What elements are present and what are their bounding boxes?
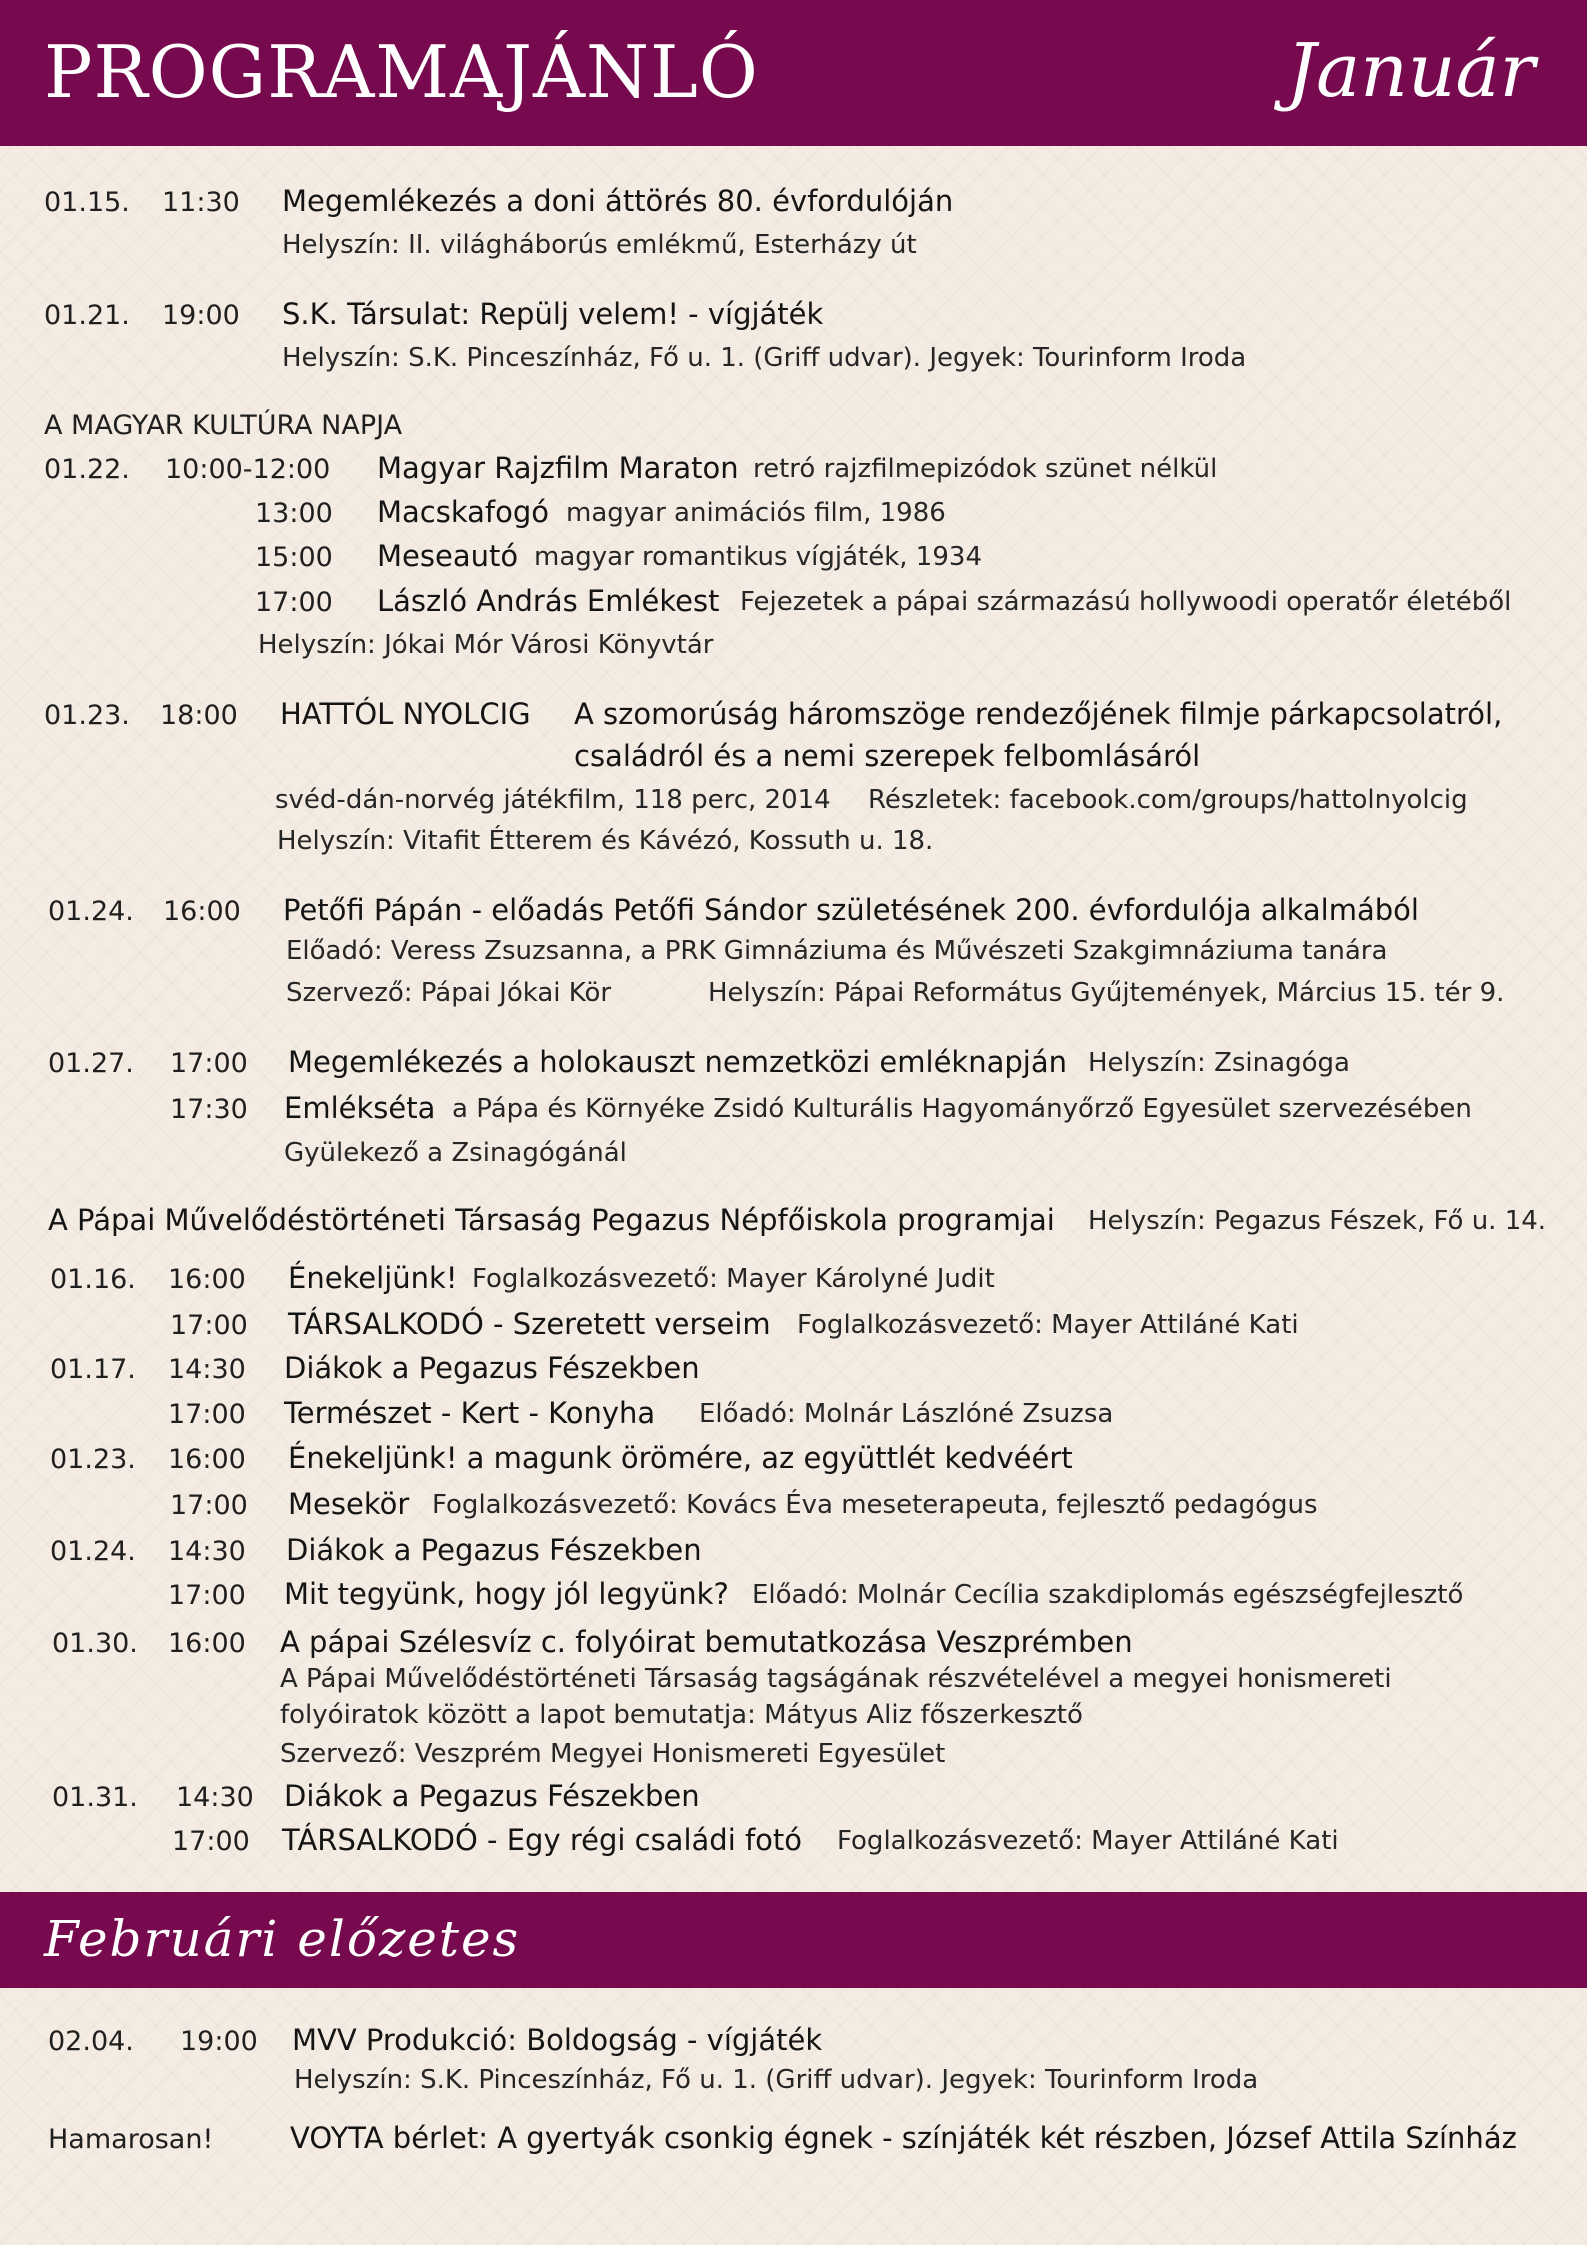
event-title: Diákok a Pegazus Fészekben: [284, 1351, 700, 1385]
event-title: Diákok a Pegazus Fészekben: [284, 1779, 700, 1813]
event-desc: Fejezetek a pápai származású hollywoodi operatőr életéből: [740, 587, 1512, 617]
event-time: 17:30: [170, 1094, 248, 1125]
event-time: 17:00: [170, 1310, 248, 1341]
event-place: Helyszín: Jókai Mór Városi Könyvtár: [258, 630, 714, 660]
event-desc: családról és a nemi szerepek felbomlásáról: [574, 739, 1201, 773]
february-band: [0, 1892, 1587, 1988]
event-title: A pápai Szélesvíz c. folyóirat bemutatkozása Veszprémben: [280, 1625, 1133, 1659]
event-date: 01.24.: [50, 1536, 136, 1567]
event-time: 15:00: [255, 542, 333, 573]
event-time: 18:00: [160, 700, 238, 731]
event-time: 11:30: [162, 187, 240, 218]
month-title: Január: [1286, 28, 1535, 114]
event-speaker: Előadó: Veress Zsuzsanna, a PRK Gimnáziuma és Művészeti Szakgimnáziuma tanára: [286, 936, 1388, 966]
event-details: Részletek: facebook.com/groups/hattolnyolcig: [868, 785, 1468, 815]
event-title: Meseautó: [377, 539, 519, 573]
section-heading: A MAGYAR KULTÚRA NAPJA: [44, 410, 403, 441]
event-organizer: Szervező: Pápai Jókai Kör: [286, 978, 612, 1008]
event-title: Petőfi Pápán - előadás Petőfi Sándor születésének 200. évfordulója alkalmából: [283, 893, 1419, 927]
event-desc: A szomorúság háromszöge rendezőjének filmje párkapcsolatról,: [574, 697, 1503, 731]
event-date: 01.22.: [44, 454, 130, 485]
event-date: 01.27.: [48, 1048, 134, 1079]
event-place: Helyszín: Zsinagóga: [1088, 1048, 1350, 1078]
event-title: Macskafogó: [377, 495, 550, 529]
event-time: 17:00: [172, 1826, 250, 1857]
event-time: 14:30: [176, 1782, 254, 1813]
event-time: 19:00: [162, 300, 240, 331]
event-info: svéd-dán-norvég játékfilm, 118 perc, 2014: [275, 785, 831, 815]
event-time: 17:00: [168, 1580, 246, 1611]
event-title: TÁRSALKODÓ - Szeretett verseim: [288, 1307, 771, 1341]
event-date: 01.23.: [44, 700, 130, 731]
event-title: HATTÓL NYOLCIG: [280, 697, 531, 731]
event-title: Magyar Rajzfilm Maraton: [377, 451, 739, 485]
event-desc: Foglalkozásvezető: Kovács Éva meseterapeuta, fejlesztő pedagógus: [432, 1490, 1318, 1520]
event-title: Természet - Kert - Konyha: [284, 1396, 656, 1430]
event-place: Helyszín: S.K. Pinceszínház, Fő u. 1. (Griff udvar). Jegyek: Tourinform Iroda: [282, 343, 1247, 373]
event-title: Megemlékezés a holokauszt nemzetközi emléknapján: [288, 1045, 1067, 1079]
event-title: Megemlékezés a doni áttörés 80. évfordulóján: [282, 184, 954, 218]
event-place: Helyszín: S.K. Pinceszínház, Fő u. 1. (Griff udvar). Jegyek: Tourinform Iroda: [294, 2065, 1259, 2095]
section-heading: A Pápai Művelődéstörténeti Társaság Pegazus Népfőiskola programjai: [48, 1203, 1055, 1237]
event-title: TÁRSALKODÓ - Egy régi családi fotó: [282, 1823, 803, 1857]
event-title: S.K. Társulat: Repülj velem! - vígjáték: [282, 297, 824, 331]
event-date: 01.23.: [50, 1444, 136, 1475]
event-note: Gyülekező a Zsinagógánál: [284, 1138, 627, 1168]
event-date: 01.31.: [52, 1782, 138, 1813]
event-title: Diákok a Pegazus Fészekben: [286, 1533, 702, 1567]
section-place: Helyszín: Pegazus Fészek, Fő u. 14.: [1088, 1206, 1547, 1236]
event-time: 10:00-12:00: [165, 454, 331, 485]
event-organizer: Szervező: Veszprém Megyei Honismereti Egyesület: [280, 1739, 946, 1769]
event-desc: a Pápa és Környéke Zsidó Kulturális Hagyományőrző Egyesület szervezésében: [452, 1094, 1472, 1124]
event-time: 13:00: [255, 498, 333, 529]
event-desc: magyar romantikus vígjáték, 1934: [534, 542, 982, 572]
event-desc: Foglalkozásvezető: Mayer Attiláné Kati: [797, 1310, 1299, 1340]
event-time: 16:00: [168, 1264, 246, 1295]
event-place: Helyszín: Vitafit Étterem és Kávézó, Kossuth u. 18.: [277, 826, 934, 856]
event-time: 17:00: [170, 1490, 248, 1521]
event-time: 16:00: [168, 1628, 246, 1659]
event-desc: Foglalkozásvezető: Mayer Attiláné Kati: [837, 1826, 1339, 1856]
event-date: 01.16.: [50, 1264, 136, 1295]
event-time: 16:00: [163, 896, 241, 927]
event-desc: Foglalkozásvezető: Mayer Károlyné Judit: [472, 1264, 995, 1294]
soon-text: VOYTA bérlet: A gyertyák csonkig égnek - színjáték két részben, József Attila Színház: [290, 2121, 1517, 2155]
event-title: Énekeljünk! a magunk örömére, az együttlét kedvéért: [288, 1441, 1073, 1475]
event-desc: folyóiratok között a lapot bemutatja: Mátyus Aliz főszerkesztő: [280, 1700, 1083, 1730]
event-place: Helyszín: Pápai Református Gyűjtemények, Március 15. tér 9.: [708, 978, 1505, 1008]
event-title: Mit tegyünk, hogy jól legyünk?: [284, 1577, 729, 1611]
event-date: 01.24.: [48, 896, 134, 927]
event-desc: A Pápai Művelődéstörténeti Társaság tagságának részvételével a megyei honismereti: [280, 1664, 1392, 1694]
event-time: 17:00: [170, 1048, 248, 1079]
event-desc: magyar animációs film, 1986: [566, 498, 946, 528]
event-desc: retró rajzfilmepizódok szünet nélkül: [753, 454, 1218, 484]
february-title: Februári előzetes: [44, 1910, 521, 1968]
event-time: 14:30: [168, 1536, 246, 1567]
event-time: 17:00: [168, 1399, 246, 1430]
event-date: 01.17.: [50, 1354, 136, 1385]
event-time: 19:00: [180, 2026, 258, 2057]
event-title: Emlékséta: [284, 1091, 436, 1125]
header-band: [0, 0, 1587, 146]
page-title: PROGRAMAJÁNLÓ: [44, 30, 759, 114]
event-desc: Előadó: Molnár Cecília szakdiplomás egészségfejlesztő: [752, 1580, 1464, 1610]
event-date: 01.30.: [52, 1628, 138, 1659]
event-date: 02.04.: [48, 2026, 134, 2057]
event-place: Helyszín: II. világháborús emlékmű, Esterházy út: [282, 230, 917, 260]
event-time: 16:00: [168, 1444, 246, 1475]
event-time: 17:00: [255, 587, 333, 618]
event-date: 01.21.: [44, 300, 130, 331]
event-title: László András Emlékest: [377, 584, 720, 618]
event-date: 01.15.: [44, 187, 130, 218]
event-time: 14:30: [168, 1354, 246, 1385]
event-title: Mesekör: [288, 1487, 410, 1521]
event-title: MVV Produkció: Boldogság - vígjáték: [292, 2023, 823, 2057]
event-desc: Előadó: Molnár Lászlóné Zsuzsa: [699, 1399, 1114, 1429]
soon-label: Hamarosan!: [48, 2124, 214, 2155]
event-title: Énekeljünk!: [288, 1261, 458, 1295]
